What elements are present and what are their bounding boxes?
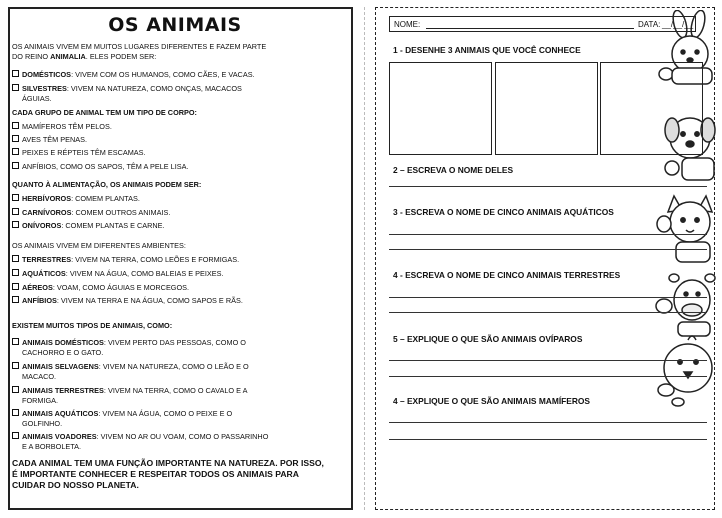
- checkbox-icon: [12, 296, 19, 303]
- answer-line[interactable]: [389, 422, 707, 423]
- list-item: AQUÁTICOS: VIVEM NA ÁGUA, COMO BALEIAS E PEIXES.: [12, 269, 292, 279]
- question-2: 2 – ESCREVA O NOME DELES: [393, 165, 514, 175]
- checkbox-icon: [12, 409, 19, 416]
- list-item: ONÍVOROS: COMEM PLANTAS E CARNE.: [12, 221, 292, 231]
- list-item: ANIMAIS TERRESTRES: VIVEM NA TERRA, COMO O CAVALO E A FORMIGA.: [12, 386, 292, 405]
- checkbox-icon: [12, 122, 19, 129]
- checkbox-icon: [12, 255, 19, 262]
- answer-line[interactable]: [389, 360, 707, 361]
- answer-line[interactable]: [389, 312, 707, 313]
- section-heading: CADA GRUPO DE ANIMAL TEM UM TIPO DE CORPO:: [12, 108, 197, 117]
- page-title: OS ANIMAIS: [108, 14, 242, 36]
- question-1: 1 - DESENHE 3 ANIMAIS QUE VOCÊ CONHECE: [393, 45, 581, 55]
- section-heading: OS ANIMAIS VIVEM EM DIFERENTES AMBIENTES:: [12, 241, 186, 250]
- name-blank[interactable]: [426, 28, 634, 29]
- drawing-box-2[interactable]: [495, 62, 598, 155]
- checkbox-icon: [12, 148, 19, 155]
- answer-line[interactable]: [389, 376, 707, 377]
- answer-line[interactable]: [389, 234, 707, 235]
- list-item: TERRESTRES: VIVEM NA TERRA, COMO LEÕES E FORMIGAS.: [12, 255, 292, 265]
- answer-line[interactable]: [389, 439, 707, 440]
- checkbox-icon: [12, 162, 19, 169]
- chick-icon: [658, 336, 712, 406]
- list-item: HERBÍVOROS: COMEM PLANTAS.: [12, 194, 292, 204]
- checkbox-icon: [12, 269, 19, 276]
- checkbox-icon: [12, 84, 19, 91]
- list-item: AÉREOS: VOAM, COMO ÁGUIAS E MORCEGOS.: [12, 283, 292, 293]
- list-item: ANIMAIS SELVAGENS: VIVEM NA NATUREZA, COMO O LEÃO E O MACACO.: [12, 362, 292, 381]
- checkbox-icon: [12, 208, 19, 215]
- question-5: 5 – EXPLIQUE O QUE SÃO ANIMAIS OVÍPAROS: [393, 334, 583, 344]
- answer-line[interactable]: [389, 297, 707, 298]
- list-item: ANIMAIS DOMÉSTICOS: VIVEM PERTO DAS PESSOAS, COMO O CACHORRO E O GATO.: [12, 338, 292, 357]
- name-date-field[interactable]: NOME: DATA: __/__/__: [389, 16, 696, 32]
- question-6: 4 – EXPLIQUE O QUE SÃO ANIMAIS MAMÍFEROS: [393, 396, 590, 406]
- page-divider: [364, 7, 365, 510]
- checkbox-icon: [12, 362, 19, 369]
- answer-line[interactable]: [389, 249, 707, 250]
- checkbox-icon: [12, 432, 19, 439]
- drawing-box-3[interactable]: [600, 62, 703, 155]
- list-item: ANFÍBIOS, COMO OS SAPOS, TÊM A PELE LISA.: [12, 162, 292, 172]
- list-item: ANIMAIS VOADORES: VIVEM NO AR OU VOAM, COMO O PASSARINHO E A BORBOLETA.: [12, 432, 292, 451]
- checkbox-icon: [12, 135, 19, 142]
- list-item: ANIMAIS AQUÁTICOS: VIVEM NA ÁGUA, COMO O PEIXE E O GOLFINHO.: [12, 409, 292, 428]
- checkbox-icon: [12, 194, 19, 201]
- checkbox-icon: [12, 338, 19, 345]
- list-item: ANFÍBIOS: VIVEM NA TERRA E NA ÁGUA, COMO SAPOS E RÃS.: [12, 296, 292, 306]
- list-item: AVES TÊM PENAS.: [12, 135, 292, 145]
- list-item: DOMÉSTICOS: VIVEM COM OS HUMANOS, COMO CÃES, E VACAS.: [12, 70, 292, 80]
- answer-line[interactable]: [389, 186, 707, 187]
- list-item: SILVESTRES: VIVEM NA NATUREZA, COMO ONÇAS, MACACOS ÁGUIAS.: [12, 84, 292, 103]
- checkbox-icon: [12, 283, 19, 290]
- question-4: 4 - ESCREVA O NOME DE CINCO ANIMAIS TERRESTRES: [393, 270, 621, 280]
- drawing-box-1[interactable]: [389, 62, 492, 155]
- closing-note: CADA ANIMAL TEM UMA FUNÇÃO IMPORTANTE NA NATUREZA. POR ISSO, É IMPORTANTE CONHECER E RESPEITAR TODOS OS ANIMAIS PARA CUIDAR DO NOSSO PLANETA.: [12, 458, 324, 490]
- section-heading: EXISTEM MUITOS TIPOS DE ANIMAIS, COMO:: [12, 321, 173, 330]
- list-item: PEIXES E RÉPTEIS TÊM ESCAMAS.: [12, 148, 292, 158]
- checkbox-icon: [12, 386, 19, 393]
- cow-icon: [656, 274, 715, 336]
- checkbox-icon: [12, 70, 19, 77]
- checkbox-icon: [12, 221, 19, 228]
- cat-icon: [657, 196, 712, 262]
- list-item: CARNÍVOROS: COMEM OUTROS ANIMAIS.: [12, 208, 292, 218]
- section-heading: QUANTO À ALIMENTAÇÃO, OS ANIMAIS PODEM SER:: [12, 180, 202, 189]
- question-3: 3 - ESCREVA O NOME DE CINCO ANIMAIS AQUÁTICOS: [393, 207, 614, 217]
- intro-text: OS ANIMAIS VIVEM EM MUITOS LUGARES DIFERENTES E FAZEM PARTE DO REINO ANIMALIA. ELES PODEM SER:: [12, 42, 267, 61]
- list-item: MAMÍFEROS TÊM PELOS.: [12, 122, 292, 132]
